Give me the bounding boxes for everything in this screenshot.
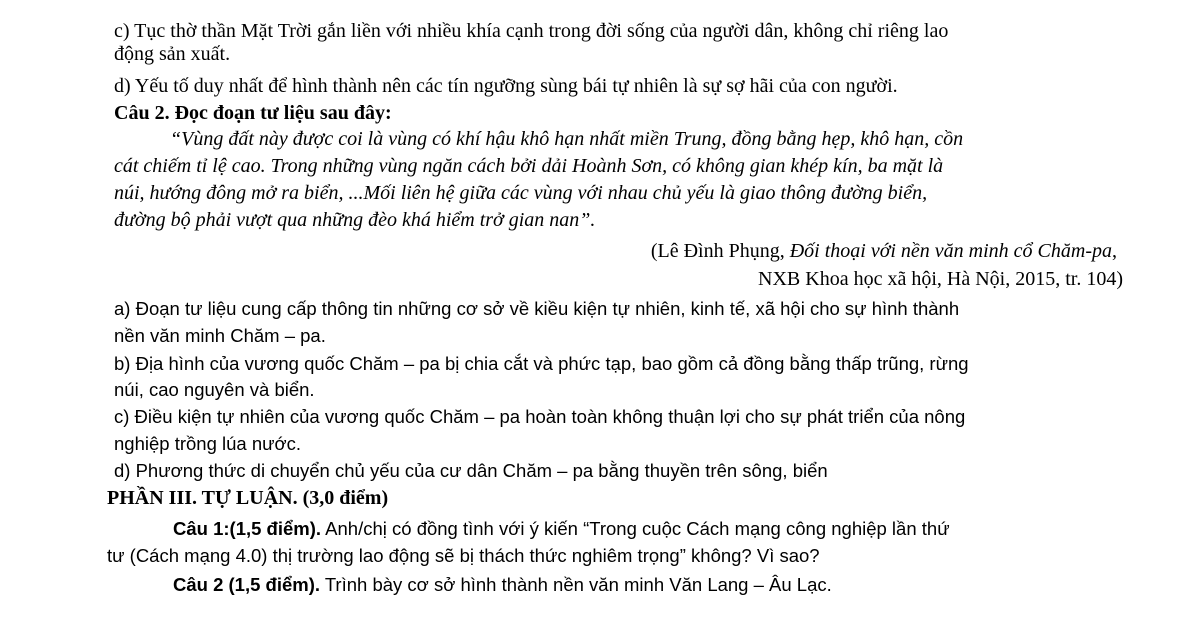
essay-2-text: Trình bày cơ sở hình thành nền văn minh Văn Lang – Âu Lạc.	[320, 574, 832, 595]
option-c2-line2: nghiệp trồng lúa nước.	[114, 433, 302, 454]
option-c2-line1: c) Điều kiện tự nhiên của vương quốc Chăm – pa hoàn toàn không thuận lợi cho sự phát triển của nông	[114, 406, 966, 427]
essay-1-label: Câu 1:(1,5 điểm).	[173, 518, 322, 539]
quote-line-1: “Vùng đất này được coi là vùng có khí hậu khô hạn nhất miền Trung, đồng bằng hẹp, khô hạn, cồn	[170, 128, 964, 150]
option-b-line2: núi, cao nguyên và biển.	[114, 379, 315, 400]
question-2-heading: Câu 2. Đọc đoạn tư liệu sau đây:	[114, 102, 392, 124]
quote-line-4: đường bộ phải vượt qua những đèo khá hiểm trở gian nan”.	[114, 209, 596, 231]
essay-question-2	[173, 573, 832, 596]
essay-1-text: Anh/chị có đồng tình với ý kiến “Trong cuộc Cách mạng công nghiệp lần thứ	[321, 518, 950, 539]
citation-book-title: Đối thoại với nền văn minh cổ Chăm-pa	[789, 240, 1112, 262]
option-c-line2: động sản xuất.	[114, 43, 231, 65]
option-d2: d) Phương thức di chuyển chủ yếu của cư dân Chăm – pa bằng thuyền trên sông, biển	[114, 460, 828, 481]
part-3-heading: PHẦN III. TỰ LUẬN. (3,0 điểm)	[107, 487, 389, 509]
essay-question-1-line1	[173, 517, 950, 540]
option-a-line1: a) Đoạn tư liệu cung cấp thông tin những cơ sở về kiều kiện tự nhiên, kinh tế, xã hội cho sự hình thành	[114, 298, 960, 319]
citation-prefix: (Lê Đình Phụng,	[650, 240, 790, 262]
option-b-line1: b) Địa hình của vương quốc Chăm – pa bị chia cắt và phức tạp, bao gồm cả đồng bằng thấp trũng, rừng	[114, 353, 969, 374]
essay-question-1-line2: tư (Cách mạng 4.0) thị trường lao động sẽ bị thách thức nghiêm trọng” không? Vì sao?	[107, 545, 820, 566]
quote-line-3: núi, hướng đông mở ra biển, ...Mối liên hệ giữa các vùng với nhau chủ yếu là giao thông đường biển,	[114, 182, 928, 204]
citation-line-2: NXB Khoa học xã hội, Hà Nội, 2015, tr. 104)	[758, 268, 1123, 290]
essay-2-label: Câu 2 (1,5 điểm).	[173, 574, 321, 595]
option-c-line1: c) Tục thờ thần Mặt Trời gắn liền với nhiều khía cạnh trong đời sống của người dân, không chỉ riêng lao	[114, 20, 949, 42]
citation-line-1	[651, 240, 1117, 263]
quote-line-2: cát chiếm tỉ lệ cao. Trong những vùng ngăn cách bởi dải Hoành Sơn, có không gian khép kín, ba mặt là	[114, 155, 944, 177]
option-d: d) Yếu tố duy nhất để hình thành nên các tín ngưỡng sùng bái tự nhiên là sự sợ hãi của con người.	[114, 75, 898, 97]
option-a-line2: nền văn minh Chăm – pa.	[114, 325, 326, 346]
citation-suffix: ,	[1112, 240, 1117, 262]
